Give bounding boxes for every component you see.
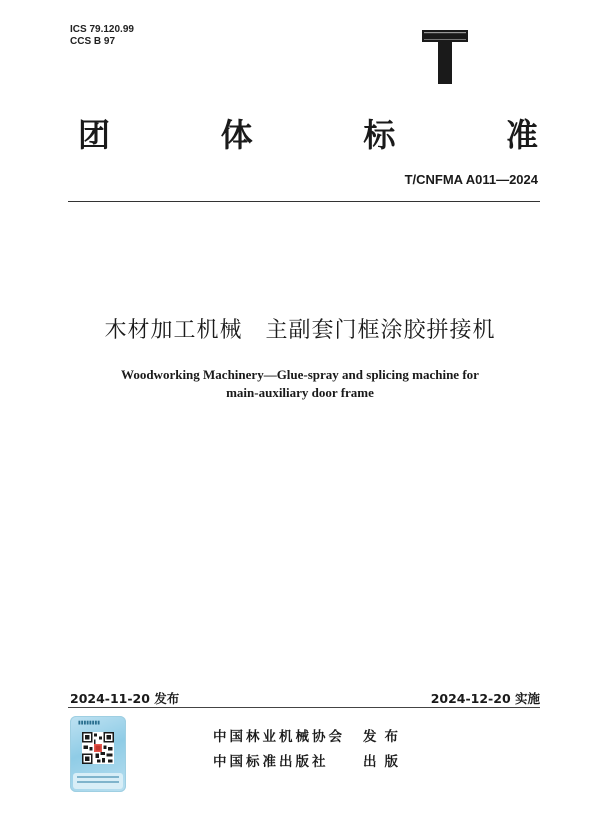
sticker-footer — [73, 773, 123, 789]
classification-codes — [70, 24, 134, 48]
publisher-row — [213, 725, 406, 750]
heading-char: 准 — [505, 116, 540, 154]
ics-code: ICS 79.120.99 — [70, 24, 134, 35]
publisher-action: 出版 — [363, 754, 406, 770]
heading-char: 标 — [363, 116, 398, 154]
anti-counterfeit-sticker — [70, 716, 126, 792]
implement-date: 2024-12-20 实施 — [430, 691, 540, 706]
publisher-action: 发布 — [363, 729, 406, 745]
publish-date: 2024-11-20 发布 — [70, 691, 180, 706]
doc-type-heading — [78, 110, 540, 156]
publisher-block — [213, 725, 406, 775]
ccs-code: CCS B 97 — [70, 36, 116, 47]
logo-letter: T — [444, 69, 446, 70]
publisher-org: 中国林业机械协会 — [213, 729, 345, 745]
chinese-title: 木材加工机械 主副套门框涂胶拼接机 — [104, 318, 496, 343]
t-logo-icon — [421, 29, 469, 85]
english-title-line: Woodworking Machinery—Glue-spray and splicing machine for — [121, 367, 479, 382]
heading-char: 团 — [78, 116, 113, 154]
bottom-divider — [68, 707, 540, 708]
publisher-org: 中国标准出版社 — [213, 754, 329, 770]
sticker-header: ▮▮▮▮▮▮▮▮ — [78, 720, 101, 726]
publisher-row — [213, 750, 406, 775]
english-title-line: main-auxiliary door frame — [226, 385, 374, 400]
qr-code-icon — [82, 732, 114, 764]
top-divider — [68, 201, 540, 202]
standard-number: T/CNFMA A011—2024 — [404, 172, 538, 187]
heading-char: 体 — [220, 116, 255, 154]
english-title — [60, 366, 540, 402]
